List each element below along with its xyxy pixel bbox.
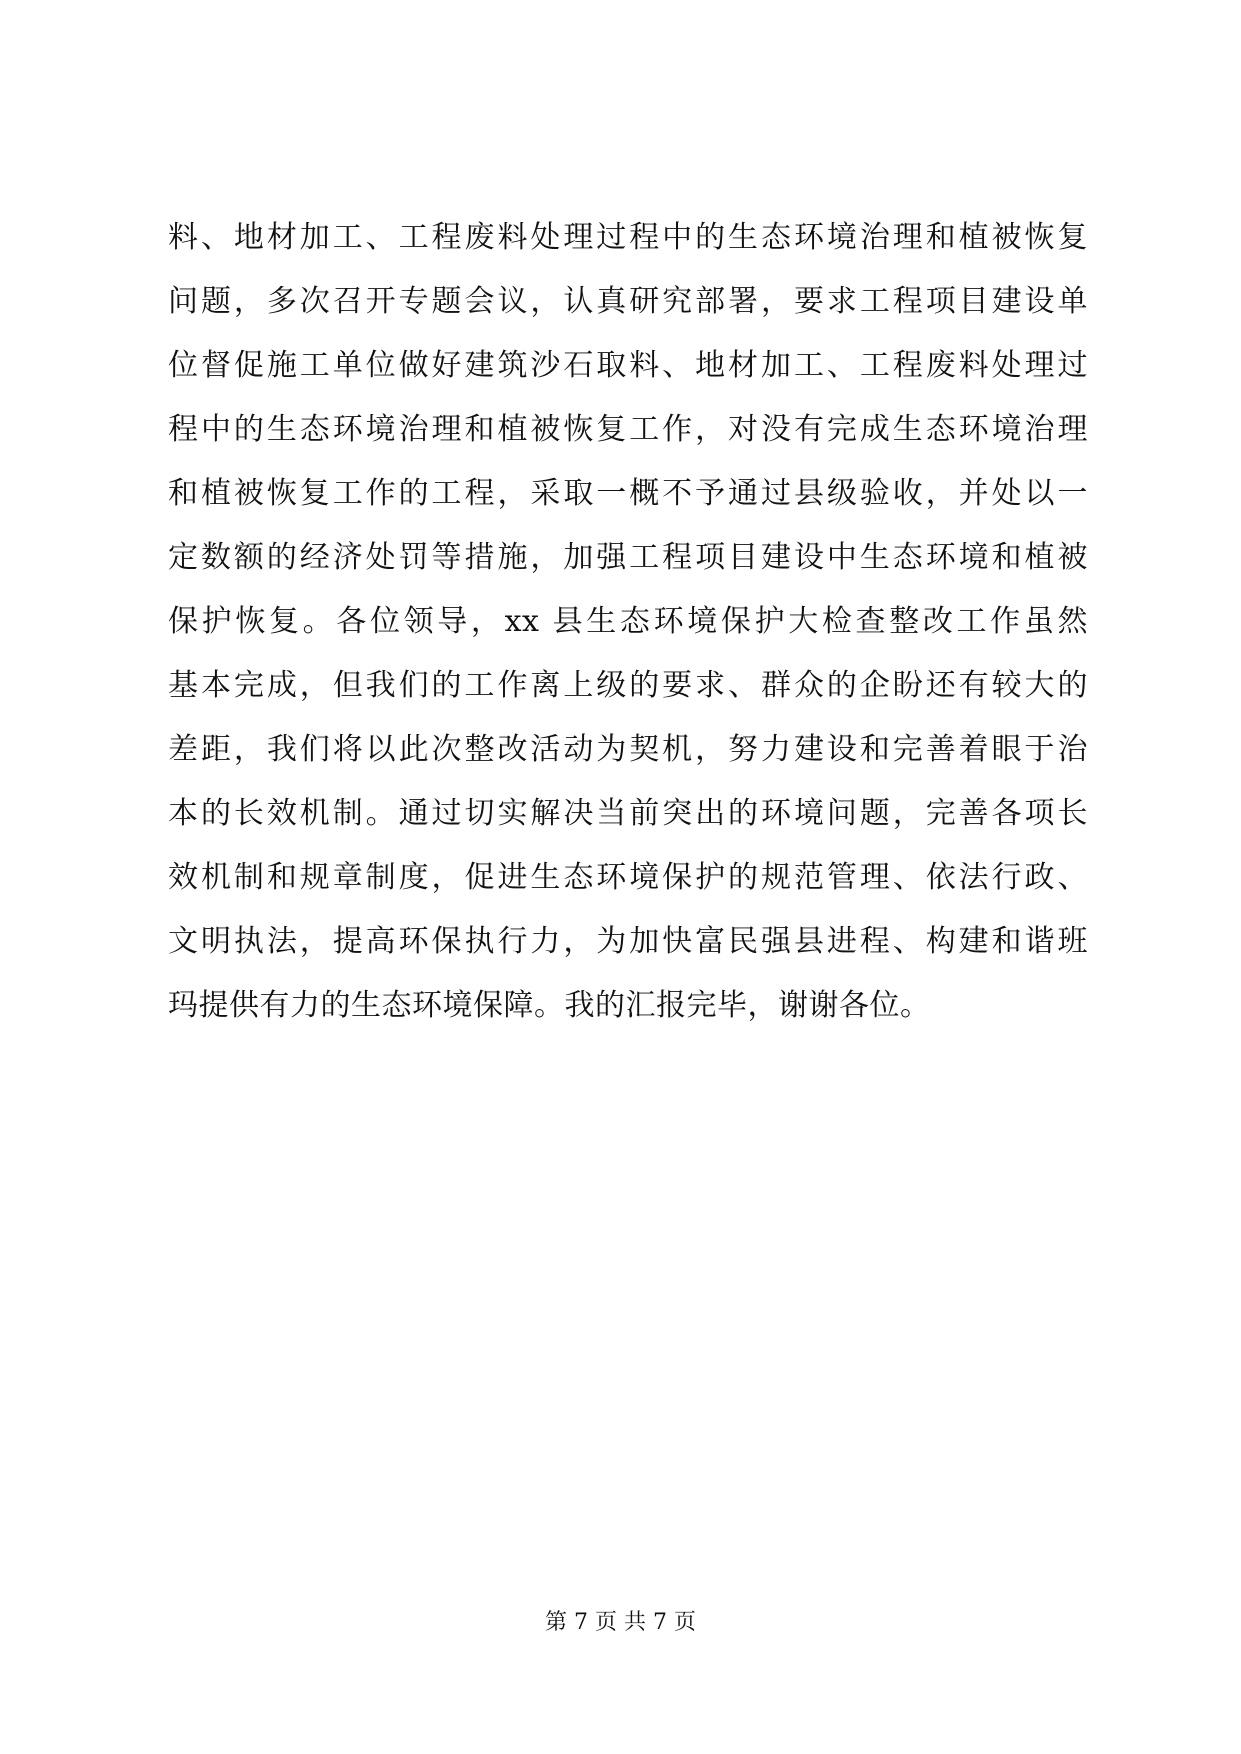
text-line: 料、地材加工、工程废料处理过程中的生态环境治理和植被恢复 xyxy=(168,220,1088,255)
text-line: 和植被恢复工作的工程，采取一概不予通过县级验收，并处以一 xyxy=(168,476,1088,511)
text-line: 程中的生态环境治理和植被恢复工作，对没有完成生态环境治理 xyxy=(168,412,1088,447)
text-line: 文明执法，提高环保执行力，为加快富民强县进程、构建和谐班 xyxy=(168,924,1088,959)
body-paragraph xyxy=(168,206,1088,1038)
text-line: 定数额的经济处罚等措施，加强工程项目建设中生态环境和植被 xyxy=(168,540,1088,575)
text-line: 问题，多次召开专题会议，认真研究部署，要求工程项目建设单 xyxy=(168,284,1088,319)
text-line: 保护恢复。各位领导，xx 县生态环境保护大检查整改工作虽然 xyxy=(168,604,1088,639)
page-number-footer: 第 7 页 共 7 页 xyxy=(545,1610,696,1635)
text-line: 本的长效机制。通过切实解决当前突出的环境问题，完善各项长 xyxy=(168,796,1088,831)
text-line: 差距，我们将以此次整改活动为契机，努力建设和完善着眼于治 xyxy=(168,732,1088,767)
text-line: 效机制和规章制度，促进生态环境保护的规范管理、依法行政、 xyxy=(168,860,1088,895)
text-line: 基本完成，但我们的工作离上级的要求、群众的企盼还有较大的 xyxy=(168,668,1088,703)
text-line-last: 玛提供有力的生态环境保障。我的汇报完毕，谢谢各位。 xyxy=(168,988,931,1023)
text-line: 位督促施工单位做好建筑沙石取料、地材加工、工程废料处理过 xyxy=(168,348,1088,383)
